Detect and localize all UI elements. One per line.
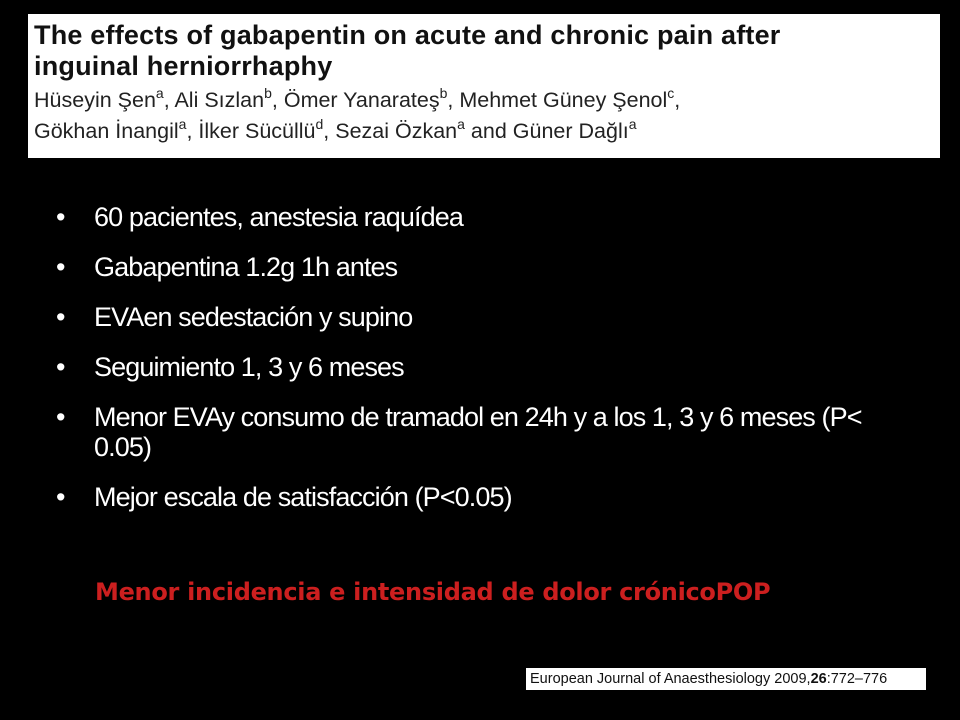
citation-volume: 26 (810, 671, 827, 687)
bullet-text: Mejor escala de satisfacción (P<0.05) (94, 482, 512, 512)
bullet-item (56, 202, 906, 232)
affiliation-mark: a (178, 116, 187, 132)
author: İlker Sücüllü$^d$ (198, 116, 324, 143)
author: Gökhan İnangil$^a$ (34, 116, 187, 143)
article-title (34, 20, 934, 82)
affiliation-mark: a (457, 116, 465, 132)
bullet-list (56, 202, 906, 532)
author: Güner Dağlı$^a$ (512, 116, 637, 143)
bullet-dot-icon: • (56, 402, 65, 432)
bullet-dot-icon: • (56, 302, 65, 332)
conclusion-text: Menor incidencia e intensidad de dolor crónicoPOP (95, 578, 771, 606)
author: Ömer Yanarateş$^b$ (283, 85, 448, 112)
citation-year: 2009, (774, 671, 811, 687)
author-list: Hüseyin Şen$^a$, Ali Sızlan$^b$, Ömer Yanarateş$^b$, Mehmet Güney Şenol$^c$, Gökhan İnangil$^a$, İlker Sücüllü$^d$, Sezai Özkan$^a$ and Güner Dağlı$^a$ (34, 85, 681, 143)
bullet-dot-icon: • (56, 352, 65, 382)
bullet-item (56, 252, 906, 282)
bullet-text: Gabapentina 1.2g 1h antes (94, 252, 398, 282)
bullet-text: 60 pacientes, anestesia raquídea (94, 202, 463, 232)
bullet-dot-icon: • (56, 202, 65, 232)
bullet-item (56, 302, 906, 332)
bullet-item (56, 402, 906, 462)
bullet-text: Seguimiento 1, 3 y 6 meses (94, 352, 404, 382)
article-title-line-2: inguinal herniorrhaphy (34, 51, 333, 81)
author: Ali Sızlan$^b$ (174, 85, 272, 112)
author: Sezai Özkan$^a$ (335, 116, 465, 143)
bullet-dot-icon: • (56, 482, 65, 512)
bullet-text: EVAen sedestación y supino (94, 302, 413, 332)
bullet-dot-icon: • (56, 252, 65, 282)
affiliation-mark: d (315, 116, 324, 132)
affiliation-mark: a (155, 85, 164, 101)
citation-pages: :772–776 (826, 671, 888, 687)
bullet-item (56, 482, 906, 512)
article-title-line-1: The effects of gabapentin on acute and chronic pain after (34, 20, 781, 50)
author: Mehmet Güney Şenol$^c$ (459, 85, 675, 112)
affiliation-mark: b (264, 85, 272, 101)
author: Hüseyin Şen$^a$ (34, 85, 164, 112)
bullet-text: Menor EVAy consumo de tramadol en 24h y a los 1, 3 y 6 meses (P< 0.05) (94, 402, 862, 462)
affiliation-mark: b (439, 85, 448, 101)
affiliation-mark: a (628, 116, 637, 132)
journal-name: European Journal of Anaesthesiology (530, 671, 771, 687)
article-header (28, 14, 940, 158)
journal-citation (526, 668, 926, 690)
bullet-item (56, 352, 906, 382)
affiliation-mark: c (667, 85, 675, 101)
